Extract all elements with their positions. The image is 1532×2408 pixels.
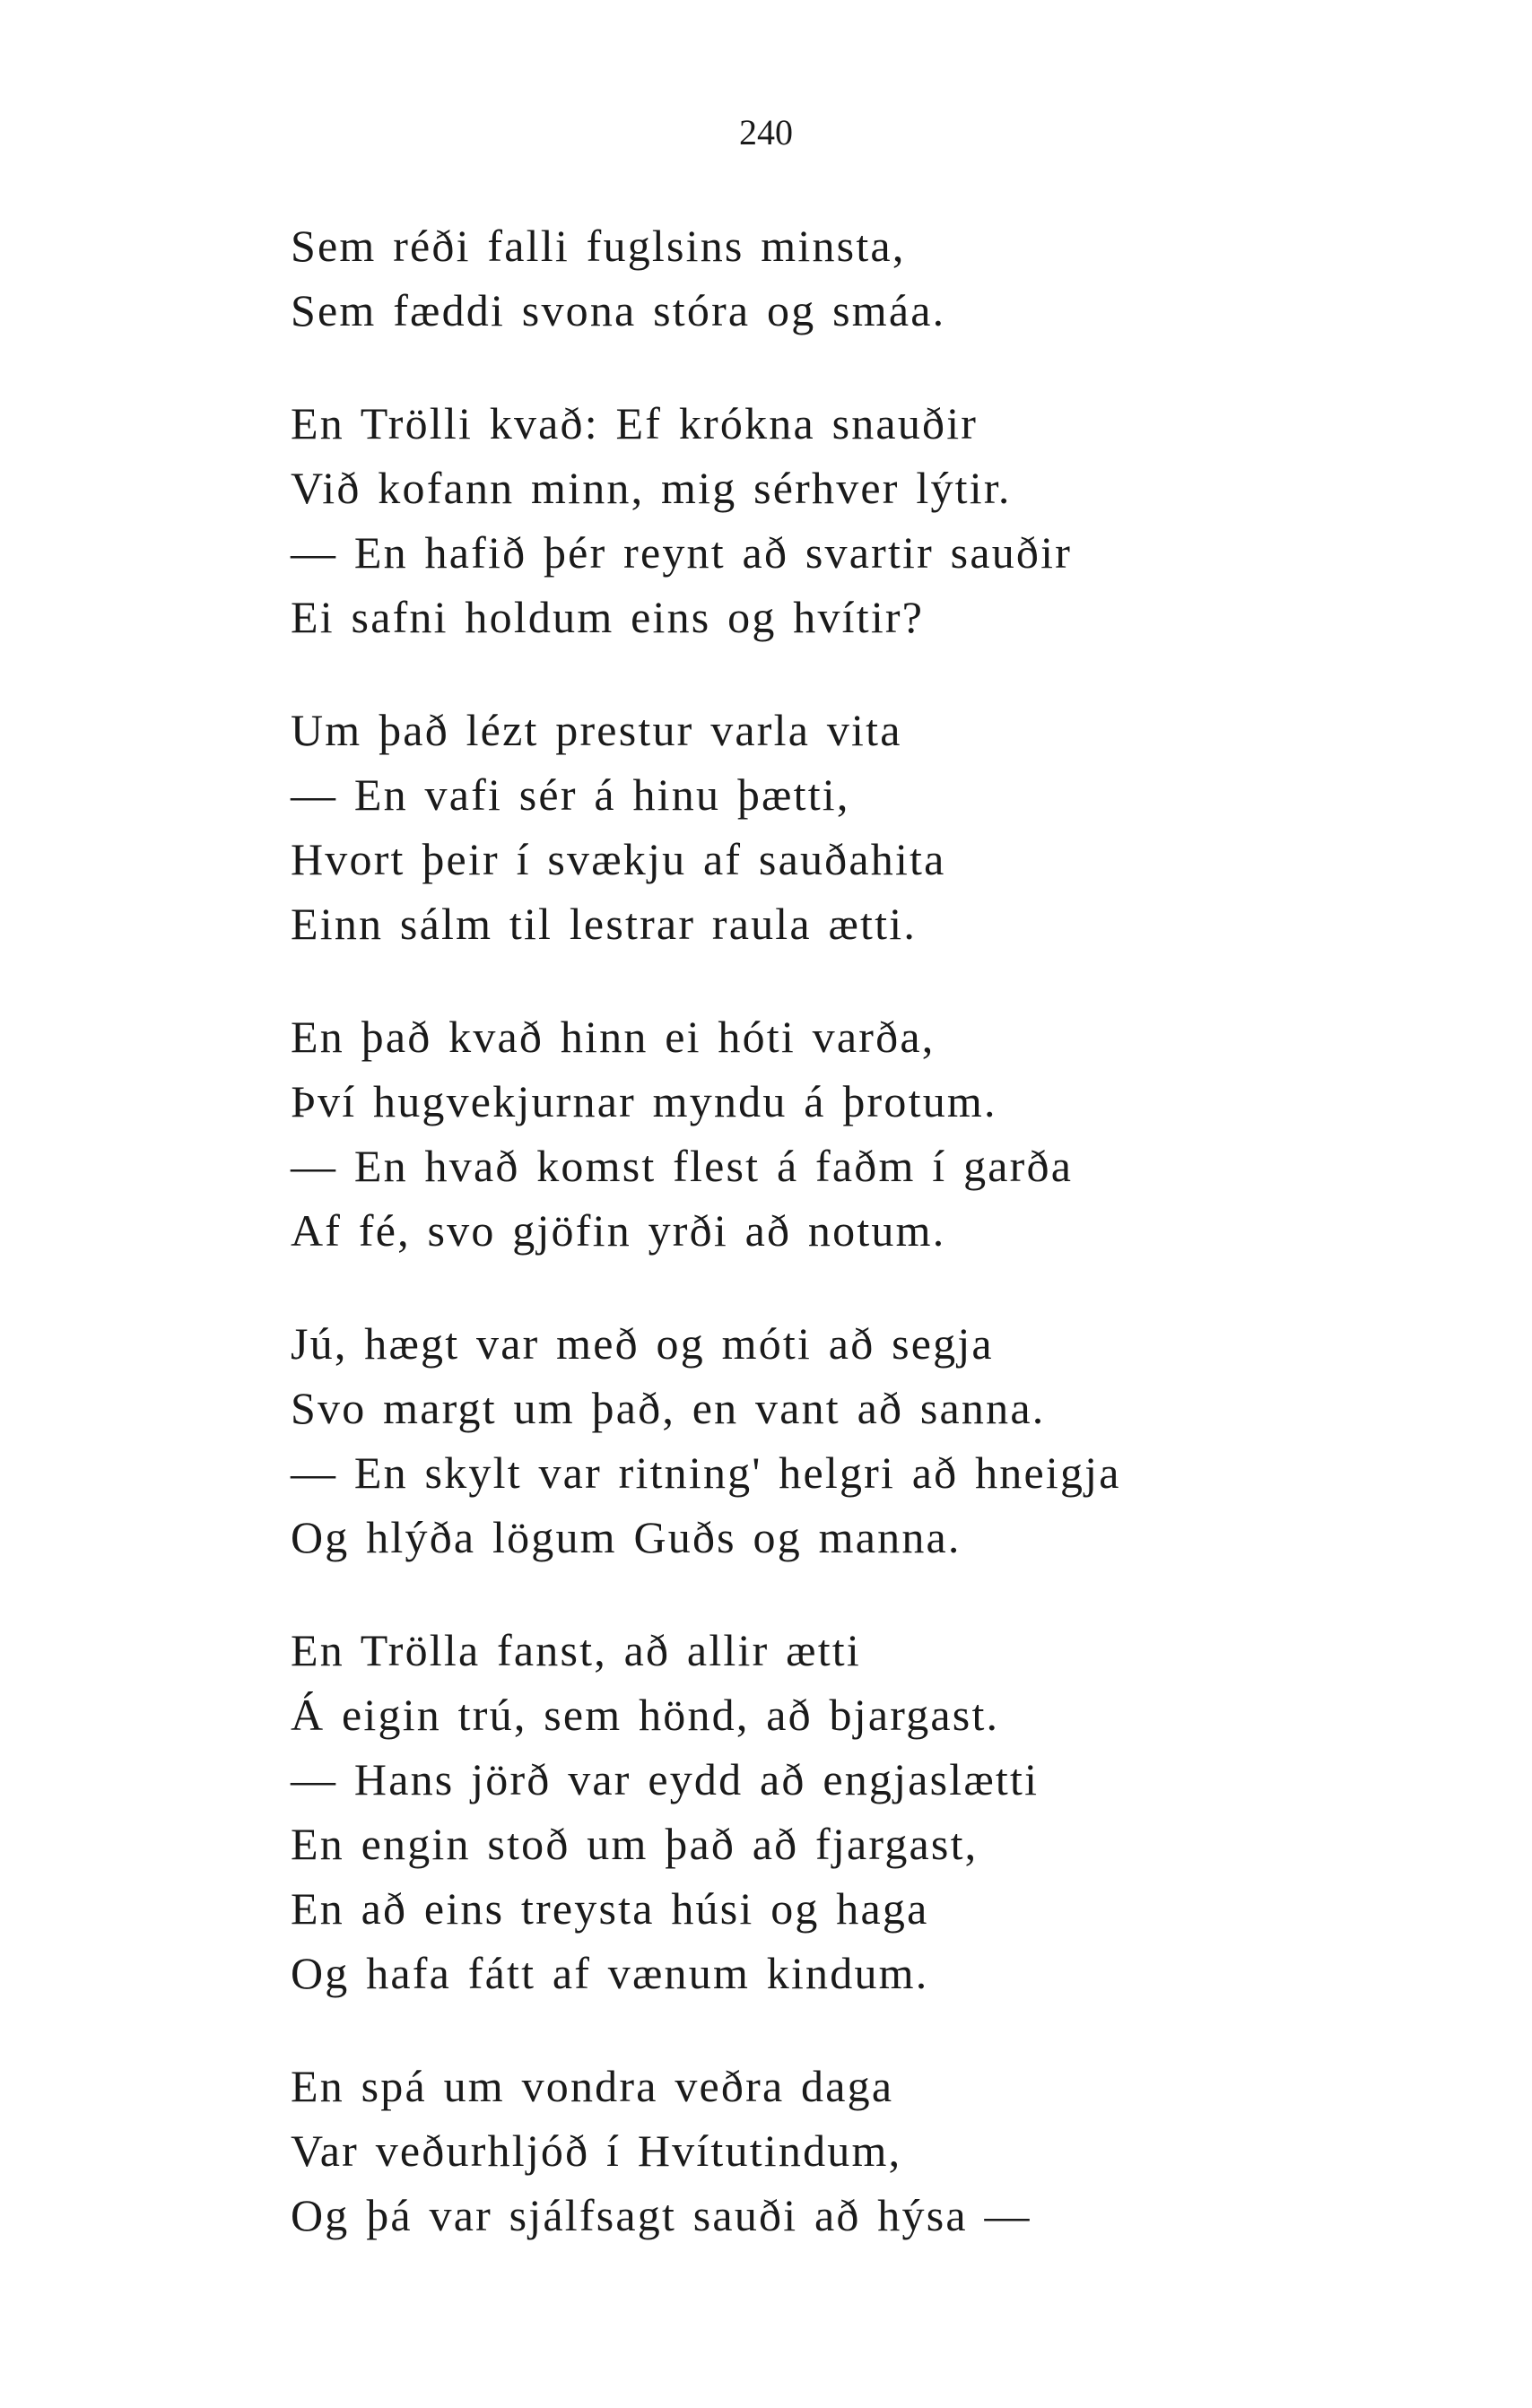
poem-line: En Trölli kvað: Ef krókna snauðir — [291, 398, 979, 448]
poem-line: Einn sálm til lestrar raula ætti. — [291, 899, 918, 949]
poem-line: Svo margt um það, en vant að sanna. — [291, 1383, 1046, 1433]
stanza-5 — [291, 1311, 1367, 1569]
poem-line: Og hlýða lögum Guðs og manna. — [291, 1512, 962, 1562]
poem-line: Jú, hægt var með og móti að segja — [291, 1318, 994, 1369]
poem-line: Og þá var sjálfsagt sauði að hýsa — — [291, 2190, 1031, 2240]
poem-line: Því hugvekjurnar myndu á þrotum. — [291, 1076, 997, 1126]
poem-line: Við kofann minn, mig sérhver lýtir. — [291, 463, 1012, 513]
poem-line: En að eins treysta húsi og haga — [291, 1883, 929, 1934]
poem-line: Sem réði falli fuglsins minsta, — [291, 221, 906, 271]
poem-line: En spá um vondra veðra daga — [291, 2061, 894, 2111]
poem-line: — En skylt var ritning' helgri að hneigja — [291, 1447, 1121, 1498]
poem-line: — En hvað komst flest á faðm í garða — [291, 1141, 1074, 1191]
page-number: 240 — [739, 112, 793, 152]
stanza-1 — [291, 213, 1367, 343]
poem-line: Var veðurhljóð í Hvítutindum, — [291, 2125, 902, 2176]
stanza-2 — [291, 391, 1367, 649]
stanza-4 — [291, 1004, 1367, 1263]
poem-line: — Hans jörð var eydd að engjaslætti — [291, 1754, 1040, 1804]
poem-line: Og hafa fátt af vænum kindum. — [291, 1948, 929, 1998]
poem-line: En Trölla fanst, að allir ætti — [291, 1625, 861, 1675]
poem-line: Um það lézt prestur varla vita — [291, 705, 902, 755]
poem-line: En það kvað hinn ei hóti varða, — [291, 1012, 936, 1062]
stanza-7 — [291, 2054, 1367, 2247]
poem-line: Á eigin trú, sem hönd, að bjargast. — [291, 1690, 1000, 1740]
poem-line: Af fé, svo gjöfin yrði að notum. — [291, 1205, 946, 1256]
stanza-6 — [291, 1618, 1367, 2005]
poem-line: — En vafi sér á hinu þætti, — [291, 769, 850, 820]
poem-line: Sem fæddi svona stóra og smáa. — [291, 285, 946, 335]
poem-line: Ei safni holdum eins og hvítir? — [291, 592, 925, 642]
stanza-3 — [291, 698, 1367, 956]
poem-line: Hvort þeir í svækju af sauðahita — [291, 834, 946, 884]
poem-line: — En hafið þér reynt að svartir sauðir — [291, 527, 1073, 578]
poem-text — [291, 213, 1367, 2296]
poem-line: En engin stoð um það að fjargast, — [291, 1819, 979, 1869]
